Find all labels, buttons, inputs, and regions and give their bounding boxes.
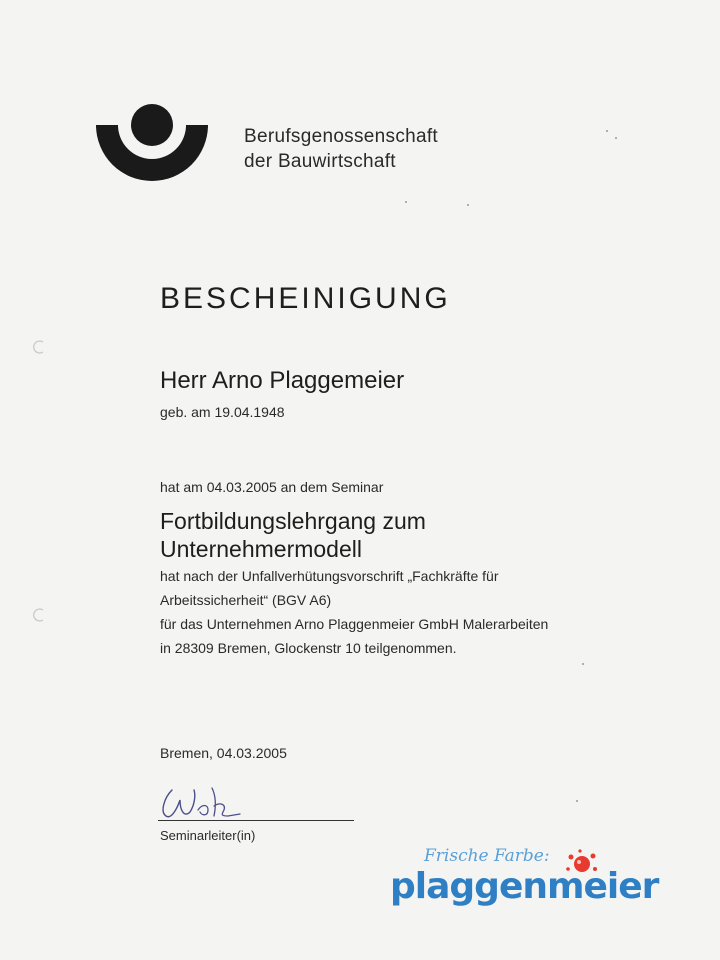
punch-hole-mark bbox=[32, 340, 46, 354]
body-line: für das Unternehmen Arno Plaggenmeier GmbH Malerarbeiten bbox=[160, 616, 549, 632]
scan-speck bbox=[582, 663, 584, 665]
signature-caption: Seminarleiter(in) bbox=[160, 828, 256, 843]
organization-name-line2: der Bauwirtschaft bbox=[244, 151, 396, 172]
handwritten-signature bbox=[150, 776, 260, 826]
course-title-line1: Fortbildungslehrgang zum bbox=[160, 508, 426, 534]
bg-bau-logo-icon bbox=[96, 103, 208, 183]
scan-speck bbox=[615, 137, 617, 139]
brand-tagline: Frische Farbe: bbox=[424, 846, 550, 866]
body-line: hat nach der Unfallverhütungsvorschrift „Fachkräfte für bbox=[160, 568, 499, 584]
scan-speck bbox=[467, 204, 469, 206]
brand-logo bbox=[386, 846, 659, 918]
body-line: in 28309 Bremen, Glockenstr 10 teilgenommen. bbox=[160, 640, 457, 656]
place-and-date: Bremen, 04.03.2005 bbox=[160, 745, 287, 761]
scan-speck bbox=[405, 201, 407, 203]
scan-speck bbox=[576, 800, 578, 802]
document-title: BESCHEINIGUNG bbox=[160, 282, 451, 315]
brand-name: plaggenmeier bbox=[390, 866, 659, 907]
seminar-intro: hat am 04.03.2005 an dem Seminar bbox=[160, 479, 384, 495]
organization-name bbox=[244, 124, 438, 174]
body-line: Arbeitssicherheit“ (BGV A6) bbox=[160, 592, 332, 608]
punch-hole-mark bbox=[32, 608, 46, 622]
signature-line bbox=[158, 820, 354, 821]
organization-name-line1: Berufsgenossenschaft bbox=[244, 126, 439, 147]
course-title-line2: Unternehmermodell bbox=[160, 536, 362, 562]
certificate-body bbox=[160, 564, 548, 660]
person-name: Herr Arno Plaggemeier bbox=[160, 367, 405, 394]
date-of-birth: geb. am 19.04.1948 bbox=[160, 404, 285, 420]
course-title bbox=[160, 507, 426, 563]
scan-speck bbox=[606, 130, 608, 132]
